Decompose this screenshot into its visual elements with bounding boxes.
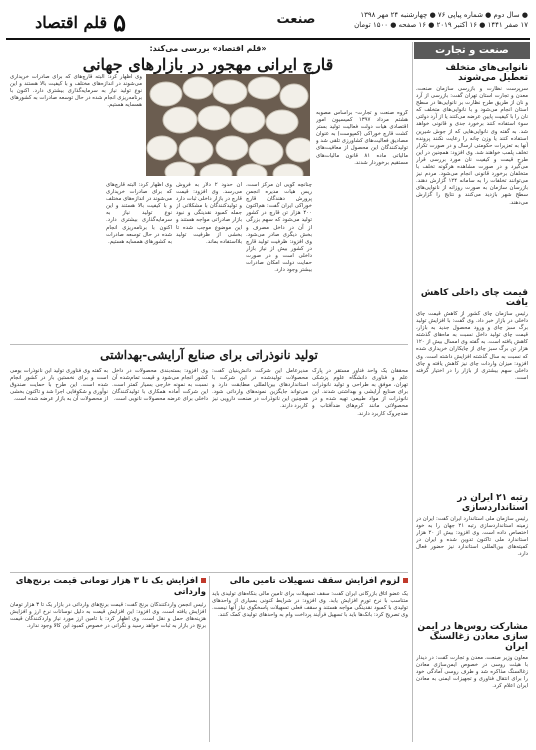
mushroom-photo xyxy=(146,74,310,176)
bakery-headline: نانوایی‌های متخلف تعطیل می‌شوند xyxy=(445,63,528,83)
logo-text: قلم اقتصاد xyxy=(35,12,108,32)
coal-text: معاون وزیر صنعت، معدن و تجارت گفت: در دیدار با هیئت روسی در خصوص ایمن‌سازی معادن زغالسنگ مذاکره شد و طرف روسی آمادگی خود را برای انتقال فناوری و تجهیزات ایمنی به معادن ایران اعلام کرد. xyxy=(416,655,528,690)
rice-headline-text: افزایش یک تا ۳ هزار تومانی قیمت برنج‌های وارداتی xyxy=(15,576,206,597)
kicker: «قلم اقتصاد» بررسی می‌کند: xyxy=(149,44,267,53)
dateline xyxy=(338,10,528,30)
logo xyxy=(8,8,126,36)
tea-text: رئیس سازمان چای کشور از کاهش قیمت چای داخلی در بازار خبر داد. وی گفت: با افزایش تولید برگ سبز چای و ورود محصول جدید به بازار، قیمت چای تولید داخل نسبت به ماه‌های گذشته کاهش یافته است. به گفته وی امسال بیش از ۱۲۰ هزار تن برگ سبز چای از چایکاران خریداری شده که نسبت به سال گذشته افزایش داشته است. وی افزود: میزان واردات چای نیز کاهش یافته و چای داخلی سهم بیشتری از بازار را در اختیار گرفته است. xyxy=(416,311,528,381)
section-banner: صنعت و تجارت xyxy=(414,42,530,59)
nano-col-2: مدیرعامل این شرکت دانش‌بنیان گفت: محصولات تولیدشده در این شرکت با استانداردهای بین‌المللی مطابقت دارد و می‌تواند جایگزین نمونه‌های وارداتی شود. همچنین این نانوذرات در صنعت دارویی نیز کاربرد دارند. xyxy=(212,368,308,410)
mushroom-illustration xyxy=(146,74,310,176)
rice-headline xyxy=(10,576,206,598)
tea-headline: قیمت چای داخلی کاهش یافت xyxy=(420,288,528,308)
page-number: ۵ xyxy=(113,7,126,37)
nano-col-3: وی افزود: بسته‌بندی محصولات در داخل کشور انجام می‌شود و قیمت تمام‌شده آن نسبت به نمونه خارجی بسیار کمتر است. این شرکت آماده همکاری با تولیدکنندگان داخلی برای عرضه محصولات نانویی است. xyxy=(112,368,208,403)
nano-col-1: محققان یک واحد فناور مستقر در پارک علم و فناوری دانشگاه علوم پزشکی تهران، موفق به طراحی و تولید نانوذرات برای صنایع آرایشی و بهداشتی شدند. این نانوذرات از مواد طبیعی تهیه شده و در محصولاتی مانند کرم‌های ضدآفتاب و ضدچروک کاربرد دارند. xyxy=(312,368,408,417)
nano-headline: تولید نانوذراتی برای صنایع آرایشی-بهداشتی xyxy=(100,348,318,362)
lead-col-5: وی اظهار کرد: البته قارچ‌های که برای صادرات خریداری می‌شوند در اندازه‌های مختلف و با کیفیت بالا هستند و این نوع تولید نیاز به سرمایه‌گذاری بیشتری دارد. اکنون با برنامه‌ریزی انجام شده در حال توسعه صادرات به کشورهای همسایه هستیم. xyxy=(10,74,142,109)
dateline-line-1: ● سال دوم ● شماره پیاپی ۷۶ ● چهارشنبه ۲۴ مهر ۱۳۹۸ xyxy=(360,11,528,19)
coal-headline: مشارکت روس‌ها در ایمن سازی معادن زغالسنگ ایران xyxy=(417,622,528,652)
bullet-icon xyxy=(403,578,408,583)
newspaper-page xyxy=(6,6,530,744)
right-column xyxy=(414,42,530,743)
lead-col-4: وی اظهار کرد: البته قارچ‌های که برای صادرات خریداری می‌شوند در اندازه‌های مختلف و با کیفیت بالا هستند و این نوع تولید نیاز به سرمایه‌گذاری بیشتری دارد. اکنون با برنامه‌ریزی انجام شده در حال توسعه صادرات به کشورهای همسایه هستیم. xyxy=(106,182,172,245)
main-column xyxy=(6,42,410,78)
finance-text: یک عضو اتاق بازرگانی ایران گفت: سقف تسهیلات برای تأمین مالی بنگاه‌های تولیدی باید متناسب با نرخ تورم افزایش یابد. وی افزود: در شرایط کنونی بسیاری از واحدهای تولیدی با کمبود نقدینگی مواجه هستند و سقف فعلی تسهیلات پاسخگوی نیاز آنها نیست. وی تصریح کرد: بانک‌ها باید با تسهیل فرآیند پرداخت وام به واحدهای تولیدی کمک کنند. xyxy=(212,591,408,619)
standard-text: رئیس سازمان ملی استاندارد ایران گفت: ایران در زمینه استانداردسازی رتبه ۲۱ جهان را به خود اختصاص داده است. وی افزود: بیش از ۲۰ هزار استاندارد ملی تاکنون تدوین شده و ایران در کمیته‌های بین‌المللی استاندارد نیز حضور فعال دارد. xyxy=(416,516,528,558)
rice-text: رئیس انجمن واردکنندگان برنج گفت: قیمت برنج‌های وارداتی در بازار یک تا ۳ هزار تومان افزایش یافته است. وی افزود: این افزایش قیمت به دلیل نوسانات نرخ ارز و افزایش هزینه‌های حمل و نقل است. وی اظهار کرد: با تامین ارز مورد نیاز واردکنندگان قیمت برنج در بازار به ثبات خواهد رسید و نگرانی در خصوص کمبود این کالا وجود ندارد. xyxy=(10,602,206,630)
masthead xyxy=(6,6,530,40)
finance-box xyxy=(212,576,408,742)
dateline-line-2: ۱۷ صفر ۱۴۴۱ ● ۱۶ اکتبر ۲۰۱۹ ● ۱۶ صفحه ● ۱۵۰۰ تومان xyxy=(354,21,528,29)
box-divider xyxy=(209,576,210,742)
finance-headline xyxy=(212,576,408,587)
bottom-rule xyxy=(10,572,408,573)
nano-col-4: به گفته وی فناوری تولید این نانوذرات بومی است و برای نخستین بار در کشور انجام شده است. این طرح با حمایت صندوق نوآوری و شکوفایی اجرا شد و تاکنون بخشی از محصولات آن به بازار عرضه شده است. xyxy=(10,368,108,403)
standard-headline: رتبه ۲۱ ایران در استانداردسازی xyxy=(457,493,528,513)
section-title: صنعت xyxy=(276,12,316,27)
section-rule xyxy=(10,344,408,345)
bakery-text: سرپرست نظارت و بازرسی سازمان صنعت، معدن و تجارت استان تهران گفت: بازرسی از آرد و نان از طریق طرح نظارت بر نانوایی‌ها در سطح استان انجام می‌شود و با نانوایی‌های متخلف که نان را با کیفیت پایین عرضه می‌کنند یا از آرد دولتی سوء استفاده کنند برخورد جدی و قانونی خواهد شد. به گفته وی نانوایی‌هایی که از جوش شیرین استفاده کنند یا وزن چانه را رعایت نکنند پرونده آنها به تعزیرات حکومتی ارسال و در صورت تکرار تخلف پلمب خواهند شد. وی افزود: همچنین در این طرح قیمت و کیفیت نان مورد بررسی قرار می‌گیرد و در صورت مشاهده هرگونه تخلف با متخلفان برخورد قانونی انجام می‌شود. مردم نیز می‌توانند تخلفات را به سامانه ۱۲۴ گزارش دهند. بازرسان سازمان به صورت روزانه از نانوایی‌های سطح شهر بازدید می‌کنند و نتایج را گزارش می‌دهند. xyxy=(416,86,528,206)
column-divider xyxy=(412,42,413,742)
rice-box xyxy=(10,576,206,742)
finance-headline-text: لزوم افزایش سقف تسهیلات تامین مالی xyxy=(229,576,400,586)
main-headline: قارچ ایرانی مهجور در بازارهای جهانی xyxy=(82,55,334,74)
lead-col-3: آن حدود ۲ دلار به فروش می‌رسد. وی افزود: قیمت قارچ در بازار داخلی ثبات دارد و تولیدکنندگان با مشکلاتی از جمله کمبود نقدینگی و نبود بازار صادراتی مواجه هستند و این موضوع موجب شده تا بخشی از ظرفیت تولید بلااستفاده بماند. xyxy=(176,182,242,245)
bullet-icon-2 xyxy=(201,578,206,583)
lead-intro: گروه صنعت و تجارت- براساس مصوبه هشتم مرداد ۱۳۹۷ کمیسیون امور اقتصادی هیات دولت فعالیت تولید بستر کشت قارچ خوراکی (کمپوست) به عنوان مصادیق فعالیت‌های کشاورزی تلقی شد و تولیدکنندگان این محصول از معافیت‌های مالیاتی ماده ۸۱ قانون مالیات‌های مستقیم برخوردار شدند. xyxy=(316,110,408,166)
lead-col-2: چنانچه گویی آن مرکز است، ریس هیات مدیره انجمن پرورش دهندگان قارچ خوراکی ایران گفت: هم‌اکنون ۴۰۰ هزار تن قارچ در کشور تولید می‌شود که سهم بزرگی از آن در داخل مصرف و بخش دیگری صادر می‌شود. وی افزود: ظرفیت تولید قارچ در کشور بیش از نیاز بازار داخلی است و در صورت حمایت دولت امکان صادرات بیشتر وجود دارد. xyxy=(246,182,312,274)
